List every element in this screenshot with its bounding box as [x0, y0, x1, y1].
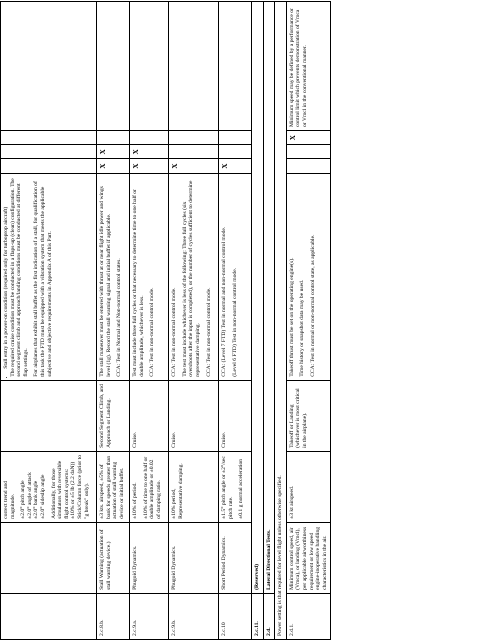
test-title: Phugoid Dynamics. [129, 522, 168, 593]
flight-conditions: Cruise. [169, 380, 219, 451]
level-mark: X [97, 159, 130, 173]
level-mark [169, 131, 219, 145]
test-details: Test must include three full cycles or that necessary to determine time to one half or double amplitude, whichever is less. CCA: Test in non-normal control mode. [129, 173, 168, 380]
test-number: 2.d.1. [286, 593, 331, 639]
level-mark [219, 131, 252, 145]
tolerance-cell: correct trend and magnitude. ±2.0° pitch angle ±2.0° angle of attack ±2.0° bank angle ±2.0° sideslip angle Additionally, for those simulators with reversible flight control systems: ±10% or ±5 lb (2.2 daN)) Stick/Column force (prior to "g break" only). [1, 451, 97, 522]
objective-cell: • Stall entry in a power-on condition (required only for turboprop aircraft) The required cruise condition must be conducted in a flaps-up (clean) configuration. The second segment climb and approach/landing conditions must be conducted at different flap settings. For airplanes that exhibit stall buffet as the first indication of a stall, for qualification of this task the FTD must be equipped with a vibration system that meets the applicable subjective and objective requirements in Appendix A of this Part. [1, 173, 97, 380]
section-title: Lateral Directional Tests. [263, 2, 275, 594]
notes: Minimum speed may be defined by a performance or control limit which prevents demonstration of Vmca or Vmcl in the conventional manner. [286, 2, 331, 131]
notes [129, 2, 168, 131]
level-mark: X [97, 145, 130, 159]
level-mark [169, 145, 219, 159]
test-number: 2.c.9.a. [129, 593, 168, 639]
table-row [97, 2, 130, 640]
level-mark: X [219, 159, 252, 173]
power-note-row [275, 2, 287, 640]
flight-conditions: Cruise. [129, 380, 168, 451]
table-row [129, 2, 168, 640]
notes [97, 2, 130, 131]
section-heading-row [263, 2, 275, 640]
level-mark [129, 131, 168, 145]
power-setting-note: Power setting is that required for level flight unless otherwise specified. [275, 2, 287, 640]
test-details: CCA: Test in non-normal control mode. The test must include whichever is less of the following: Three full cycles (six overshoots after the input is completed), or the number of cycles sufficient to determine representative damping. CCA: Test in non-normal control mode. [169, 173, 219, 380]
level-mark [219, 145, 252, 159]
level-mark: X [286, 131, 331, 145]
test-title: Phugoid Dynamics. [169, 522, 219, 593]
level-mark-cell [1, 159, 97, 173]
table-row [169, 2, 219, 640]
test-number-cell [1, 593, 97, 639]
test-number: 2.c.9.b. [169, 593, 219, 639]
level-mark: X [129, 159, 168, 173]
test-details: CCA: (Level 7 FTD) Test in normal and non-normal control mode. (Level 6 FTD) Test in non-normal control mode. [219, 173, 252, 380]
reserved-label: (Reserved) [252, 2, 264, 594]
flight-conditions: Takeoff or Landing (whichever is most critical in the airplane). [286, 380, 331, 451]
flight-conditions: Cruise. [219, 380, 252, 451]
level-mark: X [129, 145, 168, 159]
reserved-row [252, 2, 264, 640]
level-mark [286, 159, 331, 173]
level-mark-cell [1, 145, 97, 159]
test-number: 2.c.11. [252, 593, 264, 639]
level-mark [286, 145, 331, 159]
test-title: Short Period Dynamics. [219, 522, 252, 593]
test-title: Stall Warning (actuation of stall warning device.) [97, 522, 130, 593]
tolerance: ±3 kt airspeed. [286, 451, 331, 522]
table-row [219, 2, 252, 640]
tolerance: ±10% period, Representative damping. [169, 451, 219, 522]
test-details: The stall maneuver must be entered with thrust at or near flight idle power and wings level (1g). Record the stall warning signal and initial buffet if applicable. CCA: Test in Normal and Non-normal control states. [97, 173, 130, 380]
tolerance: ±10% of period. ±10% of time to one half or double amplitude or ±0.02 of damping ratio. [129, 451, 168, 522]
level-mark-cell [1, 131, 97, 145]
level-mark: X [169, 159, 219, 173]
notes-cell [1, 2, 97, 131]
notes [219, 2, 252, 131]
level-mark [97, 131, 130, 145]
tolerance: ±3 kts. airspeed, ±5% of bank for speeds greater than actuation of stall warning device or initial buffet. [97, 451, 130, 522]
table-row [286, 2, 331, 640]
test-number: 2.c.8.b. [97, 593, 130, 639]
objective-test-table [0, 1, 331, 640]
test-details: Takeoff thrust must be set on the operating engine(s). Time history or snapshot data may be used. CCA: Test in normal or non-normal control state, as applicable. [286, 173, 331, 380]
test-number: 2.c.10 [219, 593, 252, 639]
notes [169, 2, 219, 131]
tolerance: ±1.5° pitch angle or ±2°/sec pitch rate. ±0.1 g normal acceleration [219, 451, 252, 522]
flight-conditions: Second Segment Climb, and Approach or Landing. [97, 380, 130, 451]
section-number: 2.d. [263, 593, 275, 639]
continued-row [1, 2, 97, 640]
test-title: Minimum control speed, air (Vmca), or landing (Vmcl), per applicable airworthiness requirement or low speed engine-inoperative handling characteristics in the air. [286, 522, 331, 593]
test-title-cell [1, 522, 97, 593]
conditions-cell [1, 380, 97, 451]
